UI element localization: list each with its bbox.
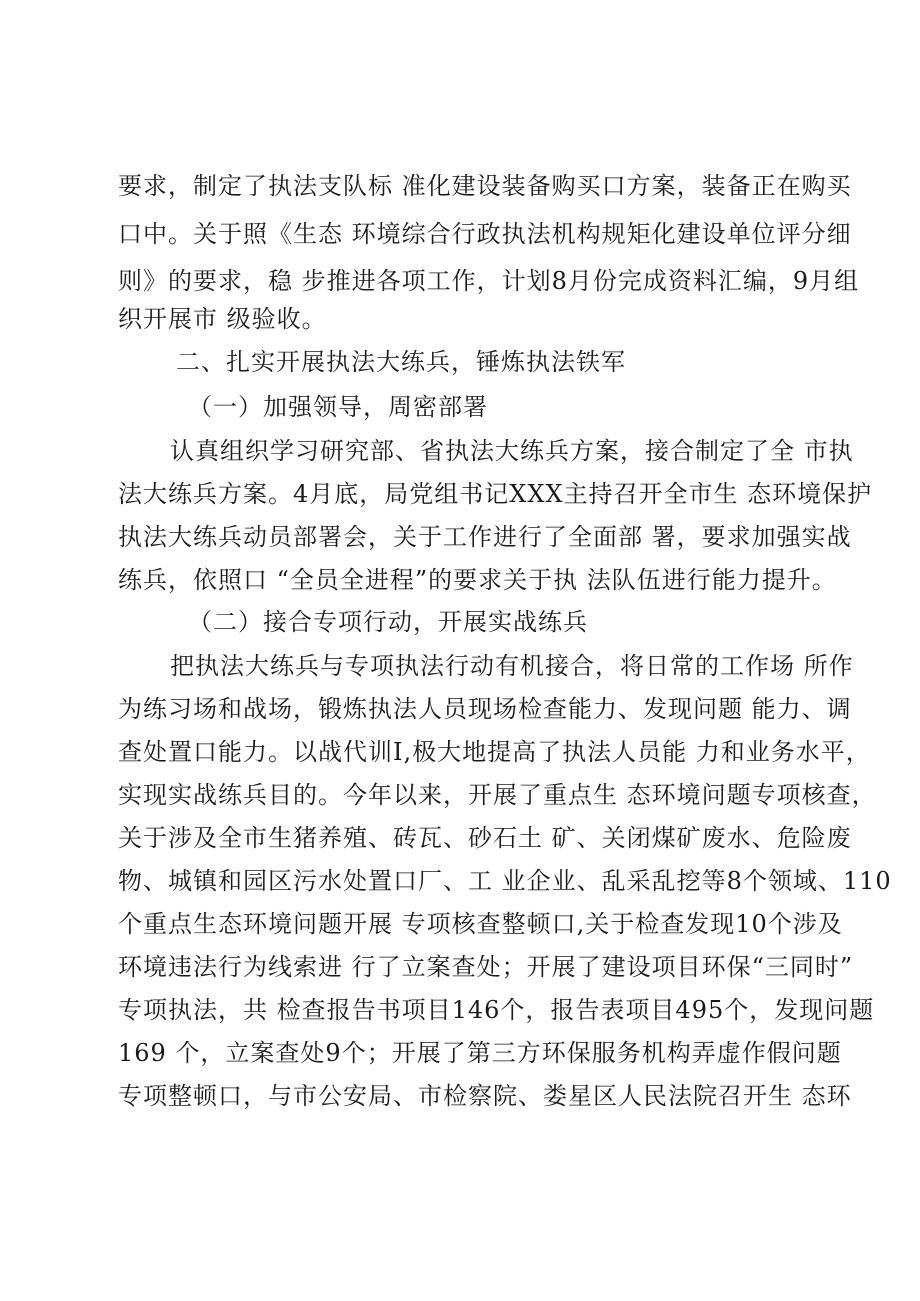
text-line: 实现实战练兵目的。今年以来，开展了重点生 态环境问题专项核查， — [118, 781, 877, 809]
text-line: 练兵，依照口 “全员全进程”的要求关于执 法队伍进行能力提升。 — [118, 566, 837, 594]
text-line: 环境违法行为线索进 行了立案查处；开展了建设项目环保“三同时” — [118, 953, 854, 981]
text-line: 要求，制定了执法支队标 准化建设装备购买口方案，装备正在购买 — [118, 172, 852, 200]
text-line: 专项整顿口，与市公安局、市检察院、娄星区人民法院召开生 态环 — [118, 1082, 852, 1110]
text-line: 织开展市 级验收。 — [118, 305, 327, 333]
text-line: 执法大练兵动员部署会，关于工作进行了全面部 署，要求加强实战 — [118, 523, 852, 551]
text-line: 个重点生态环境问题开展 专项核查整顿口,关于检查发现10个涉及 — [118, 910, 843, 938]
subsection-heading: （二）接合专项行动，开展实战练兵 — [188, 608, 588, 636]
text-line: 把执法大练兵与专项执法行动有机接合，将日常的工作场 所作 — [170, 652, 854, 680]
text-line: 关于涉及全市生猪养殖、砖瓦、砂石土 矿、关闭煤矿废水、危险废 — [118, 824, 852, 852]
text-line: 认真组织学习研究部、省执法大练兵方案，接合制定了全 市执 — [170, 437, 854, 465]
text-line: 为练习场和战场，锻炼执法人员现场检查能力、发现问题 能力、调 — [118, 695, 852, 723]
subsection-heading: （一）加强领导，周密部署 — [188, 393, 488, 421]
section-heading: 二、扎实开展执法大练兵，锤炼执法铁军 — [176, 348, 626, 376]
text-line: 查处置口能力。以战代训I,极大地提高了执法人员能 力和业务水平， — [118, 738, 871, 766]
text-line: 物、城镇和园区污水处置口厂、工 业企业、乱采乱挖等8个领域、110 — [118, 867, 892, 895]
text-line: 则》的要求，稳 步推进各项工作，计划8月份完成资料汇编，9月组 — [118, 267, 860, 295]
text-line: 专项执法，共 检查报告书项目146个，报告表项目495个，发现问题 — [118, 996, 875, 1024]
text-line: 口中。关于照《生态 环境综合行政执法机构规矩化建设单位评分细 — [118, 220, 852, 248]
text-line: 法大练兵方案。4月底，局党组书记XXX主持召开全市生 态环境保护 — [118, 480, 873, 508]
text-line: 169 个，立案查处9个；开展了第三方环保服务机构弄虚作假问题 — [118, 1039, 842, 1067]
